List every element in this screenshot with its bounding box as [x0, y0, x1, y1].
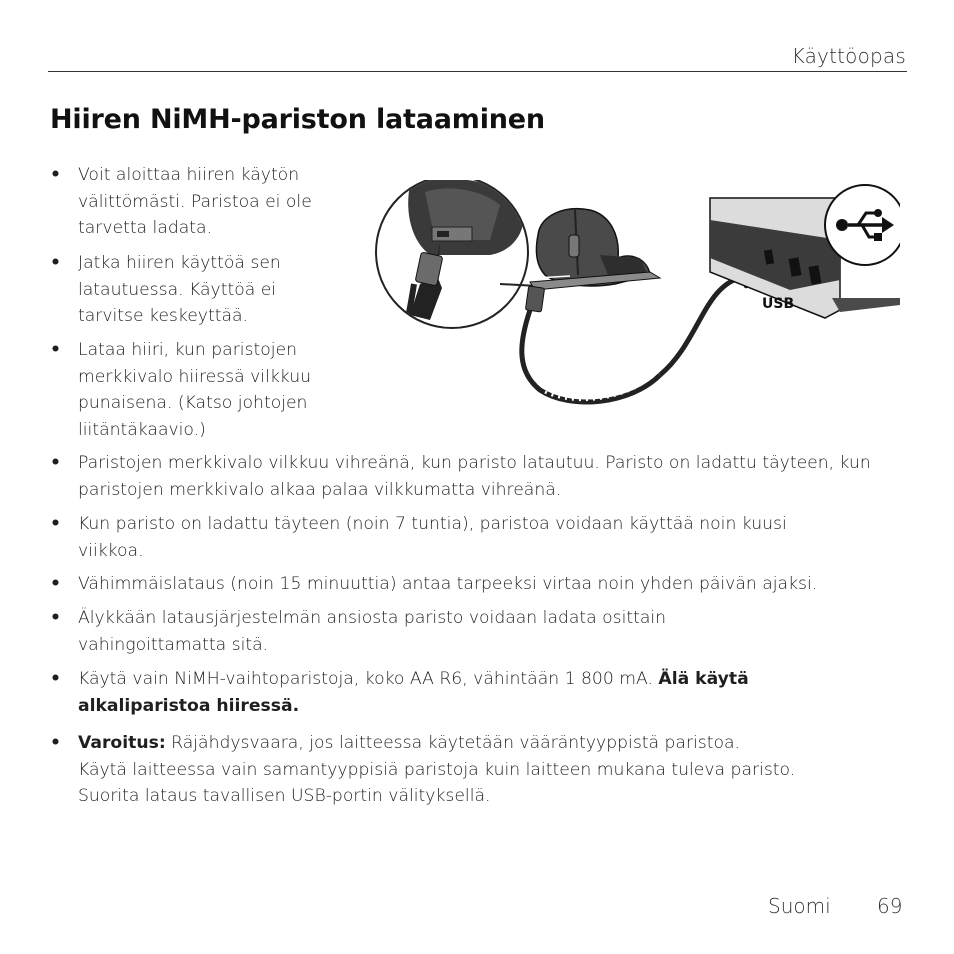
usb-port-label: USB [762, 296, 795, 312]
running-header: Käyttöopas [791, 44, 906, 68]
warning-text: Räjähdysvaara, jos laitteessa käytetään vääräntyyppistä paristoa. [171, 733, 741, 753]
list-item-text: Kun paristo on ladattu täyteen (noin 7 tuntia), paristoa voidaan käyttää noin kuusi viikkoa. [78, 514, 787, 561]
bullet-dot: • [50, 608, 61, 628]
list-item [50, 511, 810, 564]
list-item-text: Paristojen merkkivalo vilkkuu vihreänä, kun paristo latautuu. Paristo on ladattu täyteen, kun paristojen merkkivalo alkaa palaa vilkkumatta vihreänä. [78, 453, 871, 500]
header-divider [48, 71, 907, 72]
list-item-text: Älykkään latausjärjestelmän ansiosta paristo voidaan ladata osittain vahingoittamatta sitä. [78, 608, 667, 655]
list-item [50, 730, 910, 810]
mouse-connector-zoom-circle [376, 180, 528, 350]
footer-language: Suomi [768, 894, 831, 918]
list-item [50, 571, 910, 598]
list-item-text: Jatka hiiren käyttöä sen latautuessa. Käyttöä ei tarvitse keskeyttää. [78, 253, 281, 326]
page-title: Hiiren NiMH-pariston lataaminen [50, 104, 545, 135]
connection-diagram [370, 180, 900, 430]
bullet-dot: • [50, 514, 61, 534]
bullet-dot: • [50, 253, 61, 273]
warning-text-line3: Suorita lataus tavallisen USB-portin välityksellä. [78, 786, 491, 806]
list-item [50, 162, 338, 242]
warning-label: Varoitus: [78, 733, 166, 753]
list-item-text [78, 666, 850, 719]
bullet-dot: • [50, 453, 61, 473]
list-item [50, 666, 850, 719]
bullet-dot: • [50, 574, 61, 594]
list-item [50, 605, 750, 658]
list-item [50, 450, 910, 503]
page-number: 69 [877, 894, 903, 918]
bullet-dot: • [50, 340, 61, 360]
warning-text-line2: Käytä laitteessa vain samantyyppisiä paristoja kuin laitteen mukana tuleva paristo. [78, 759, 796, 780]
mouse-illustration [530, 209, 660, 290]
bullet-dot: • [50, 165, 61, 185]
bullet-dot: • [50, 669, 61, 689]
usb-symbol-icon [825, 185, 900, 265]
list-item-text-regular: Käytä vain NiMH-vaihtoparistoja, koko AA R6, vähintään 1 800 mA. [78, 669, 653, 689]
bullet-dot: • [50, 733, 61, 753]
list-item-text [78, 730, 910, 810]
list-item-text-bold: Älä käytä alkaliparistoa hiiressä. [78, 669, 749, 716]
list-item-text: Voit aloittaa hiiren käytön välittömästi. Paristoa ei ole tarvetta ladata. [78, 165, 312, 238]
list-item-text: Vähimmäislataus (noin 15 minuuttia) antaa tarpeeksi virtaa noin yhden päivän ajaksi. [78, 574, 818, 594]
list-item [50, 250, 338, 330]
list-item [50, 337, 338, 443]
list-item-text: Lataa hiiri, kun paristojen merkkivalo hiiressä vilkkuu punaisena. (Katso johtojen liitäntäkaavio.) [78, 340, 312, 440]
